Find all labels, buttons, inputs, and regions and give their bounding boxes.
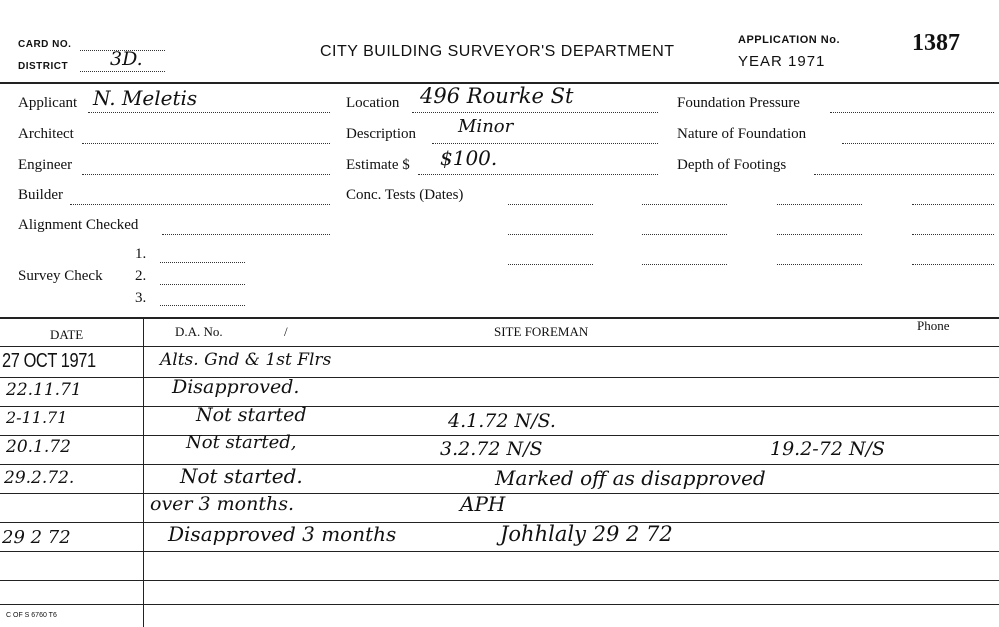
table-top-border [0, 317, 999, 319]
engineer-line [82, 174, 330, 175]
form-code: C OF S 6760 T6 [6, 612, 57, 619]
estimate-value: $100. [440, 146, 498, 170]
col-da-header: D.A. No. [175, 324, 223, 339]
conc-line [912, 204, 994, 205]
district-value: 3D. [110, 48, 143, 70]
table-row-line [0, 464, 999, 465]
conc-line [642, 264, 727, 265]
application-number: 1387 [912, 30, 960, 56]
entry-date-stamp: 27 OCT 1971 [2, 350, 96, 372]
conc-line [912, 264, 994, 265]
architect-line [82, 143, 330, 144]
col-foreman-header: SITE FOREMAN [494, 324, 589, 339]
entry-date: 22.11.71 [6, 380, 82, 400]
entry-extra: 3.2.72 N/S [440, 438, 543, 460]
survey-line-2 [160, 284, 245, 285]
table-row-line [0, 551, 999, 552]
location-value: 496 Rourke St [420, 84, 574, 108]
entry-text: Not started. [180, 464, 303, 488]
col-phone-header: Phone [917, 318, 950, 333]
conc-line [508, 234, 593, 235]
survey-check-label: Survey Check [18, 268, 103, 284]
foundation-pressure-line [830, 112, 994, 113]
entry-text: Not started, [186, 432, 297, 453]
entry-date: 29 2 72 [2, 527, 71, 548]
depth-footings-label: Depth of Footings [677, 157, 787, 173]
applicant-line [88, 112, 330, 113]
architect-label: Architect [18, 126, 74, 142]
table-row-line [0, 377, 999, 378]
entry-date: 2-11.71 [6, 408, 68, 427]
year-label: YEAR 1971 [738, 53, 826, 70]
foundation-pressure-label: Foundation Pressure [677, 95, 800, 111]
entry-extra: Marked off as disapproved [495, 466, 766, 490]
entry-text: Disapproved. [172, 376, 300, 398]
estimate-line [418, 174, 658, 175]
builder-line [70, 204, 330, 205]
table-row-line [0, 406, 999, 407]
application-label: APPLICATION No. [738, 34, 841, 46]
depth-footings-line [814, 174, 994, 175]
district-line [80, 71, 165, 72]
survey-number-2: 2. [135, 268, 147, 284]
entry-date: 29.2.72. [4, 468, 75, 488]
survey-number-3: 3. [135, 290, 147, 306]
conc-line [642, 234, 727, 235]
col-date-header: DATE [50, 327, 84, 342]
applicant-label: Applicant [18, 95, 78, 111]
engineer-label: Engineer [18, 157, 73, 173]
description-line [432, 143, 658, 144]
nature-foundation-line [842, 143, 994, 144]
conc-line [912, 234, 994, 235]
card-no-label: CARD NO. [18, 39, 72, 50]
builder-label: Builder [18, 187, 63, 203]
alignment-line [162, 234, 330, 235]
survey-line-1 [160, 262, 245, 263]
location-label: Location [346, 95, 400, 111]
conc-line [777, 204, 862, 205]
col-slash-header: / [284, 324, 288, 339]
entry-text: over 3 months. [150, 493, 295, 515]
entry-text: Not started [196, 404, 307, 426]
entry-extra: APH [460, 492, 506, 516]
conc-line [508, 264, 593, 265]
survey-number-1: 1. [135, 246, 147, 262]
entry-extra-2: 19.2-72 N/S [770, 438, 885, 460]
table-header-border [0, 346, 999, 347]
conc-line [508, 204, 593, 205]
table-row-line [0, 604, 999, 605]
estimate-label: Estimate $ [346, 157, 410, 173]
entry-text: Disapproved 3 months [168, 522, 397, 546]
description-label: Description [346, 126, 416, 142]
entry-extra: 4.1.72 N/S. [448, 410, 556, 432]
survey-line-3 [160, 305, 245, 306]
conc-line [777, 234, 862, 235]
table-row-line [0, 580, 999, 581]
description-value: Minor [458, 116, 514, 137]
alignment-label: Alignment Checked [18, 217, 139, 233]
location-line [412, 112, 658, 113]
nature-foundation-label: Nature of Foundation [677, 126, 807, 142]
conc-tests-label: Conc. Tests (Dates) [346, 187, 464, 203]
entry-date: 20.1.72 [6, 437, 71, 457]
district-label: DISTRICT [18, 61, 69, 72]
entry-signature: Johhlaly 29 2 72 [500, 522, 673, 546]
applicant-value: N. Meletis [93, 86, 198, 110]
entry-text: Alts. Gnd & 1st Flrs [160, 350, 332, 370]
conc-line [777, 264, 862, 265]
page-title: CITY BUILDING SURVEYOR'S DEPARTMENT [320, 43, 675, 60]
conc-line [642, 204, 727, 205]
table-row-line [0, 435, 999, 436]
